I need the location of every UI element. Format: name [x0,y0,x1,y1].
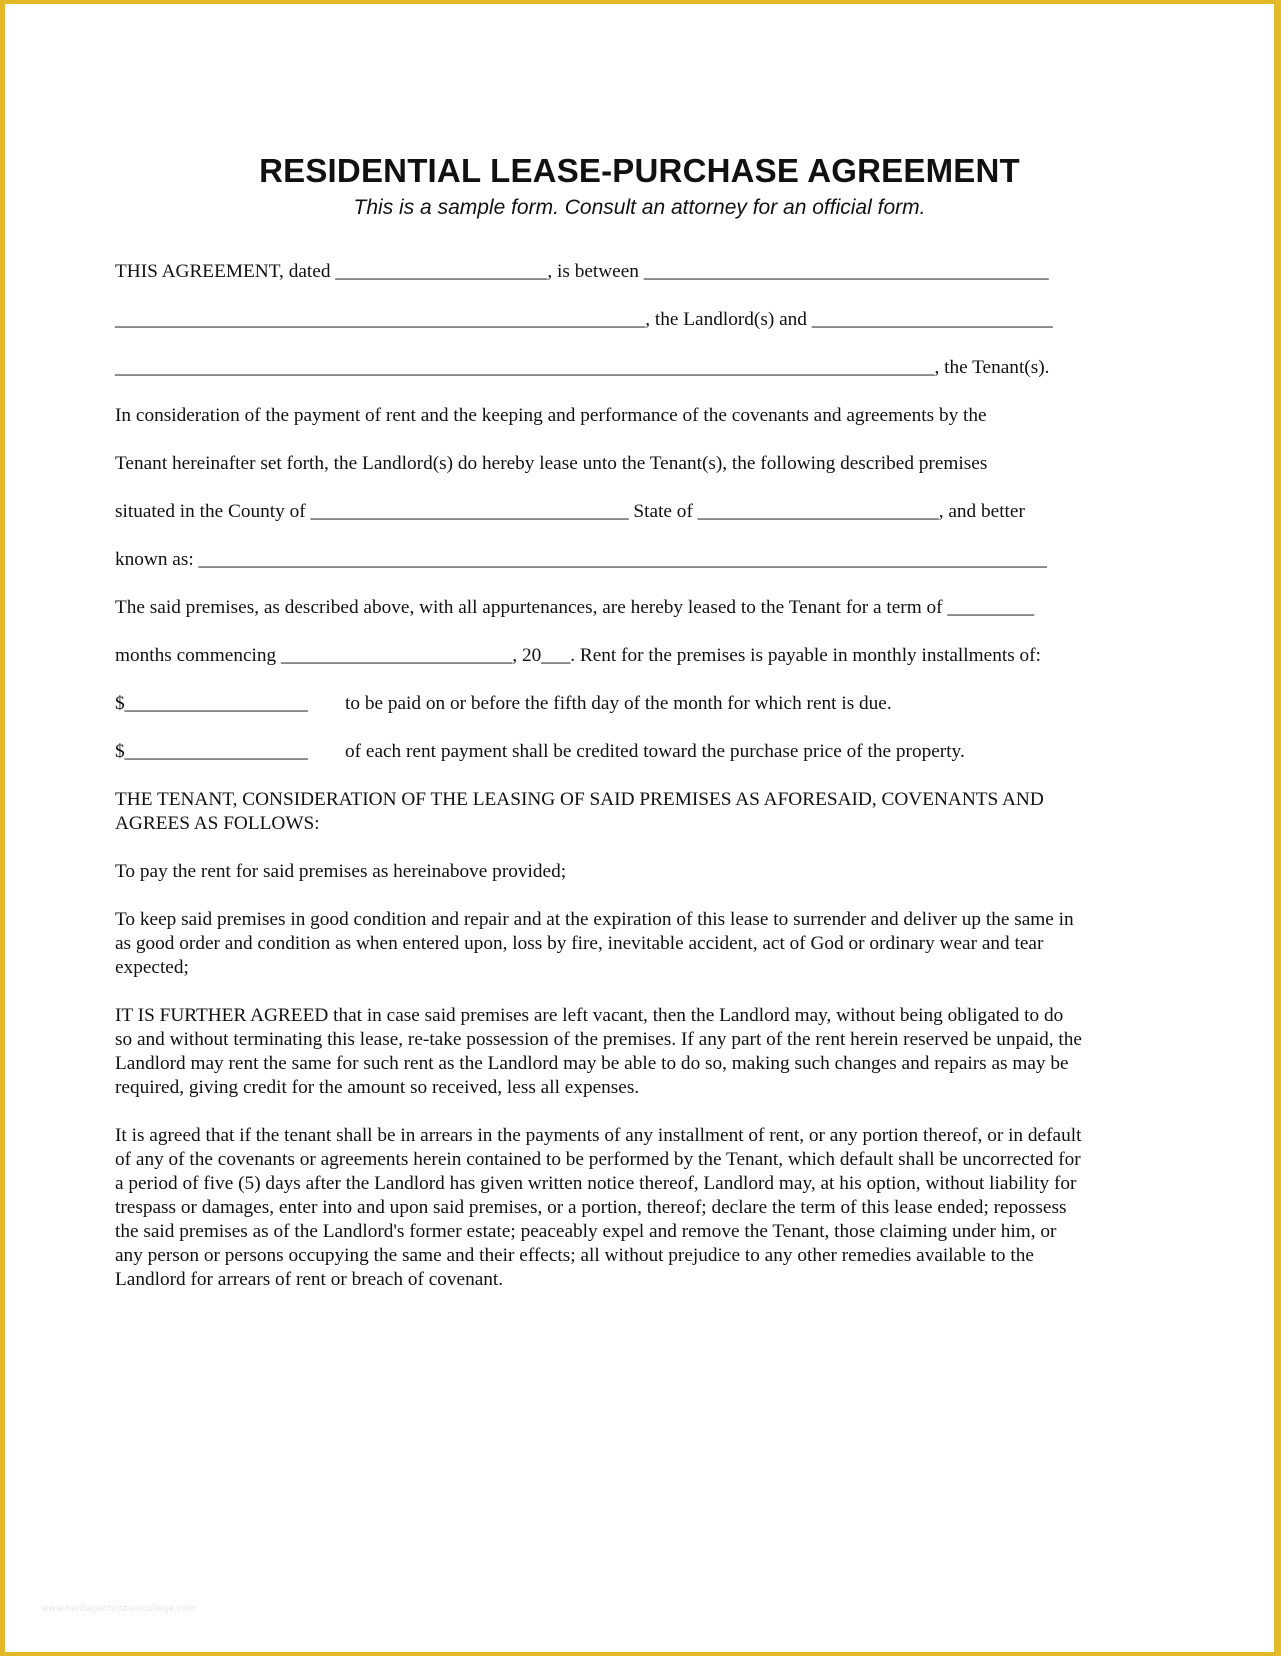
agreement-line-tenant: _____________________________________________________________________________________, the Tenant(s). [115,357,1050,378]
clause-arrears-line-2: of any of the covenants or agreements herein contained to be performed by the Tenant, which default shall be uncorrected for [115,1149,1081,1170]
clause-further-agreed-line-3: Landlord may rent the same for such rent as the Landlord may be able to do so, making such changes and repairs as may be [115,1053,1069,1074]
clause-arrears-line-3: a period of five (5) days after the Landlord has given written notice thereof, Landlord may, at his option, without liability for [115,1173,1077,1194]
commencing-line: months commencing ________________________, 20___. Rent for the premises is payable in monthly installments of: [115,645,1041,666]
term-line: The said premises, as described above, with all appurtenances, are hereby leased to the Tenant for a term of _________ [115,597,1035,618]
clause-arrears-line-6: any person or persons occupying the same and their effects; all without prejudice to any other remedies available to the [115,1245,1034,1266]
credit-amount-blank: $___________________ [115,741,308,762]
clause-arrears-line-4: trespass or damages, enter into and upon said premises, or a portion, thereof; declare the term of this lease ended; repossess [115,1197,1067,1218]
clause-further-agreed-line-1: IT IS FURTHER AGREED that in case said premises are left vacant, then the Landlord may, without being obligated to do [115,1005,1064,1026]
consideration-line-1: In consideration of the payment of rent and the keeping and performance of the covenants and agreements by the [115,405,987,426]
installment-amount-blank: $___________________ [115,693,308,714]
covenants-heading-line-1: THE TENANT, CONSIDERATION OF THE LEASING OF SAID PREMISES AS AFORESAID, COVENANTS AND [115,789,1044,810]
credit-text: of each rent payment shall be credited toward the purchase price of the property. [345,741,965,762]
agreement-line-landlord: _______________________________________________________, the Landlord(s) and _________________________ [115,309,1053,330]
agreement-line-dated: THIS AGREEMENT, dated ______________________, is between __________________________________________ [115,261,1049,282]
clause-further-agreed-line-4: required, giving credit for the amount so received, less all expenses. [115,1077,640,1098]
document-subtitle: This is a sample form. Consult an attorney for an official form. [353,196,926,219]
consideration-line-2: Tenant hereinafter set forth, the Landlord(s) do hereby lease unto the Tenant(s), the following described premises [115,453,988,474]
covenants-heading-line-2: AGREES AS FOLLOWS: [115,813,320,834]
county-state-line: situated in the County of _________________________________ State of _________________________, and better [115,501,1025,522]
watermark: www.heritagechristiancollege.com [41,1604,196,1614]
clause-arrears-line-5: the said premises as of the Landlord's former estate; peaceably expel and remove the Tenant, those claiming under him, or [115,1221,1057,1242]
document-page [5,4,1274,1652]
clause-keep-premises-line-2: as good order and condition as when entered upon, loss by fire, inevitable accident, act of God or ordinary wear and tear [115,933,1044,954]
clause-keep-premises-line-1: To keep said premises in good condition and repair and at the expiration of this lease to surrender and deliver up the same in [115,909,1074,930]
clause-further-agreed-line-2: so and without terminating this lease, re-take possession of the premises. If any part of the rent herein reserved be unpaid, the [115,1029,1082,1050]
installment-due-text: to be paid on or before the fifth day of the month for which rent is due. [345,693,892,714]
known-as-line: known as: ________________________________________________________________________________________ [115,549,1047,570]
clause-arrears-line-7: Landlord for arrears of rent or breach of covenant. [115,1269,504,1290]
clause-keep-premises-line-3: expected; [115,957,189,978]
clause-pay-rent: To pay the rent for said premises as hereinabove provided; [115,861,567,882]
clause-arrears-line-1: It is agreed that if the tenant shall be in arrears in the payments of any installment of rent, or any portion thereof, or in default [115,1125,1082,1146]
document-title: RESIDENTIAL LEASE-PURCHASE AGREEMENT [259,152,1020,189]
